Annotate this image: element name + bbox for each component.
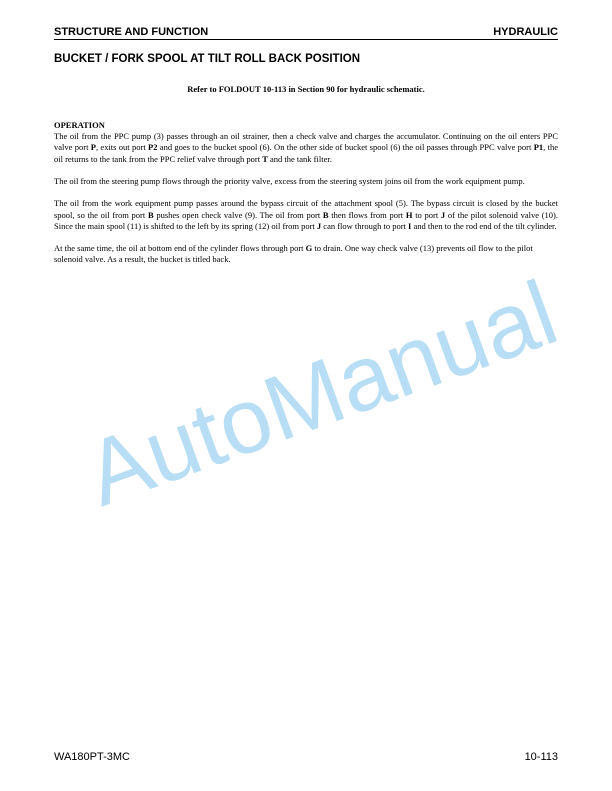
section-heading: OPERATION bbox=[54, 120, 105, 130]
port-label: J bbox=[316, 220, 322, 231]
port-label: G bbox=[305, 243, 313, 254]
port-label: J bbox=[440, 209, 446, 220]
watermark-text: AutoManual bbox=[73, 261, 570, 526]
port-label: B bbox=[147, 209, 154, 220]
page-title: BUCKET / FORK SPOOL AT TILT ROLL BACK POSITION bbox=[54, 53, 361, 65]
header-section-label: STRUCTURE AND FUNCTION bbox=[54, 26, 209, 38]
paragraph: The oil from the PPC pump (3) passes through an oil strainer, then a check valve and charges the accumulator. Continuing on the oil enters PPC valve port P, exits out port P2 and goes to the bucket spool (6). On the other side of bucket spool (6) the oil passes through PPC valve port P1, the oil returns to the tank from the PPC relief valve through port T and the tank filter. bbox=[54, 131, 559, 164]
port-label: I bbox=[408, 220, 412, 231]
page-header bbox=[54, 26, 558, 40]
model-number: WA180PT-3MC bbox=[54, 751, 131, 763]
port-label: P bbox=[90, 142, 96, 153]
page-number: 10-113 bbox=[524, 751, 558, 763]
port-label: H bbox=[405, 209, 413, 220]
foldout-reference-note: Refer to FOLDOUT 10-113 in Section 90 for hydraulic schematic. bbox=[187, 84, 425, 94]
paragraph: At the same time, the oil at bottom end of the cylinder flows through port G to drain. One way check valve (13) prevents oil flow to the pilot solenoid valve. As a result, the bucket is titled back. bbox=[54, 243, 533, 265]
port-label: P1 bbox=[533, 142, 544, 153]
paragraph: The oil from the work equipment pump passes around the bypass circuit of the attachment spool (5). The bypass circuit is closed by the bucket spool, so the oil from port B pushes open check valve (9). The oil from port B then flows from port H to port J of the pilot solenoid valve (10). Since the main spool (11) is shifted to the left by its spring (12) oil from port J can flow through to port I and then to the rod end of the tilt cylinder. bbox=[54, 198, 558, 231]
port-label: T bbox=[262, 153, 268, 164]
watermark bbox=[30, 250, 610, 530]
page-footer bbox=[54, 751, 558, 763]
port-label: B bbox=[322, 209, 329, 220]
paragraph: The oil from the steering pump flows through the priority valve, excess from the steering system joins oil from the work equipment pump. bbox=[54, 176, 525, 186]
header-category-label: HYDRAULIC bbox=[493, 26, 558, 38]
port-label: P2 bbox=[148, 142, 158, 153]
